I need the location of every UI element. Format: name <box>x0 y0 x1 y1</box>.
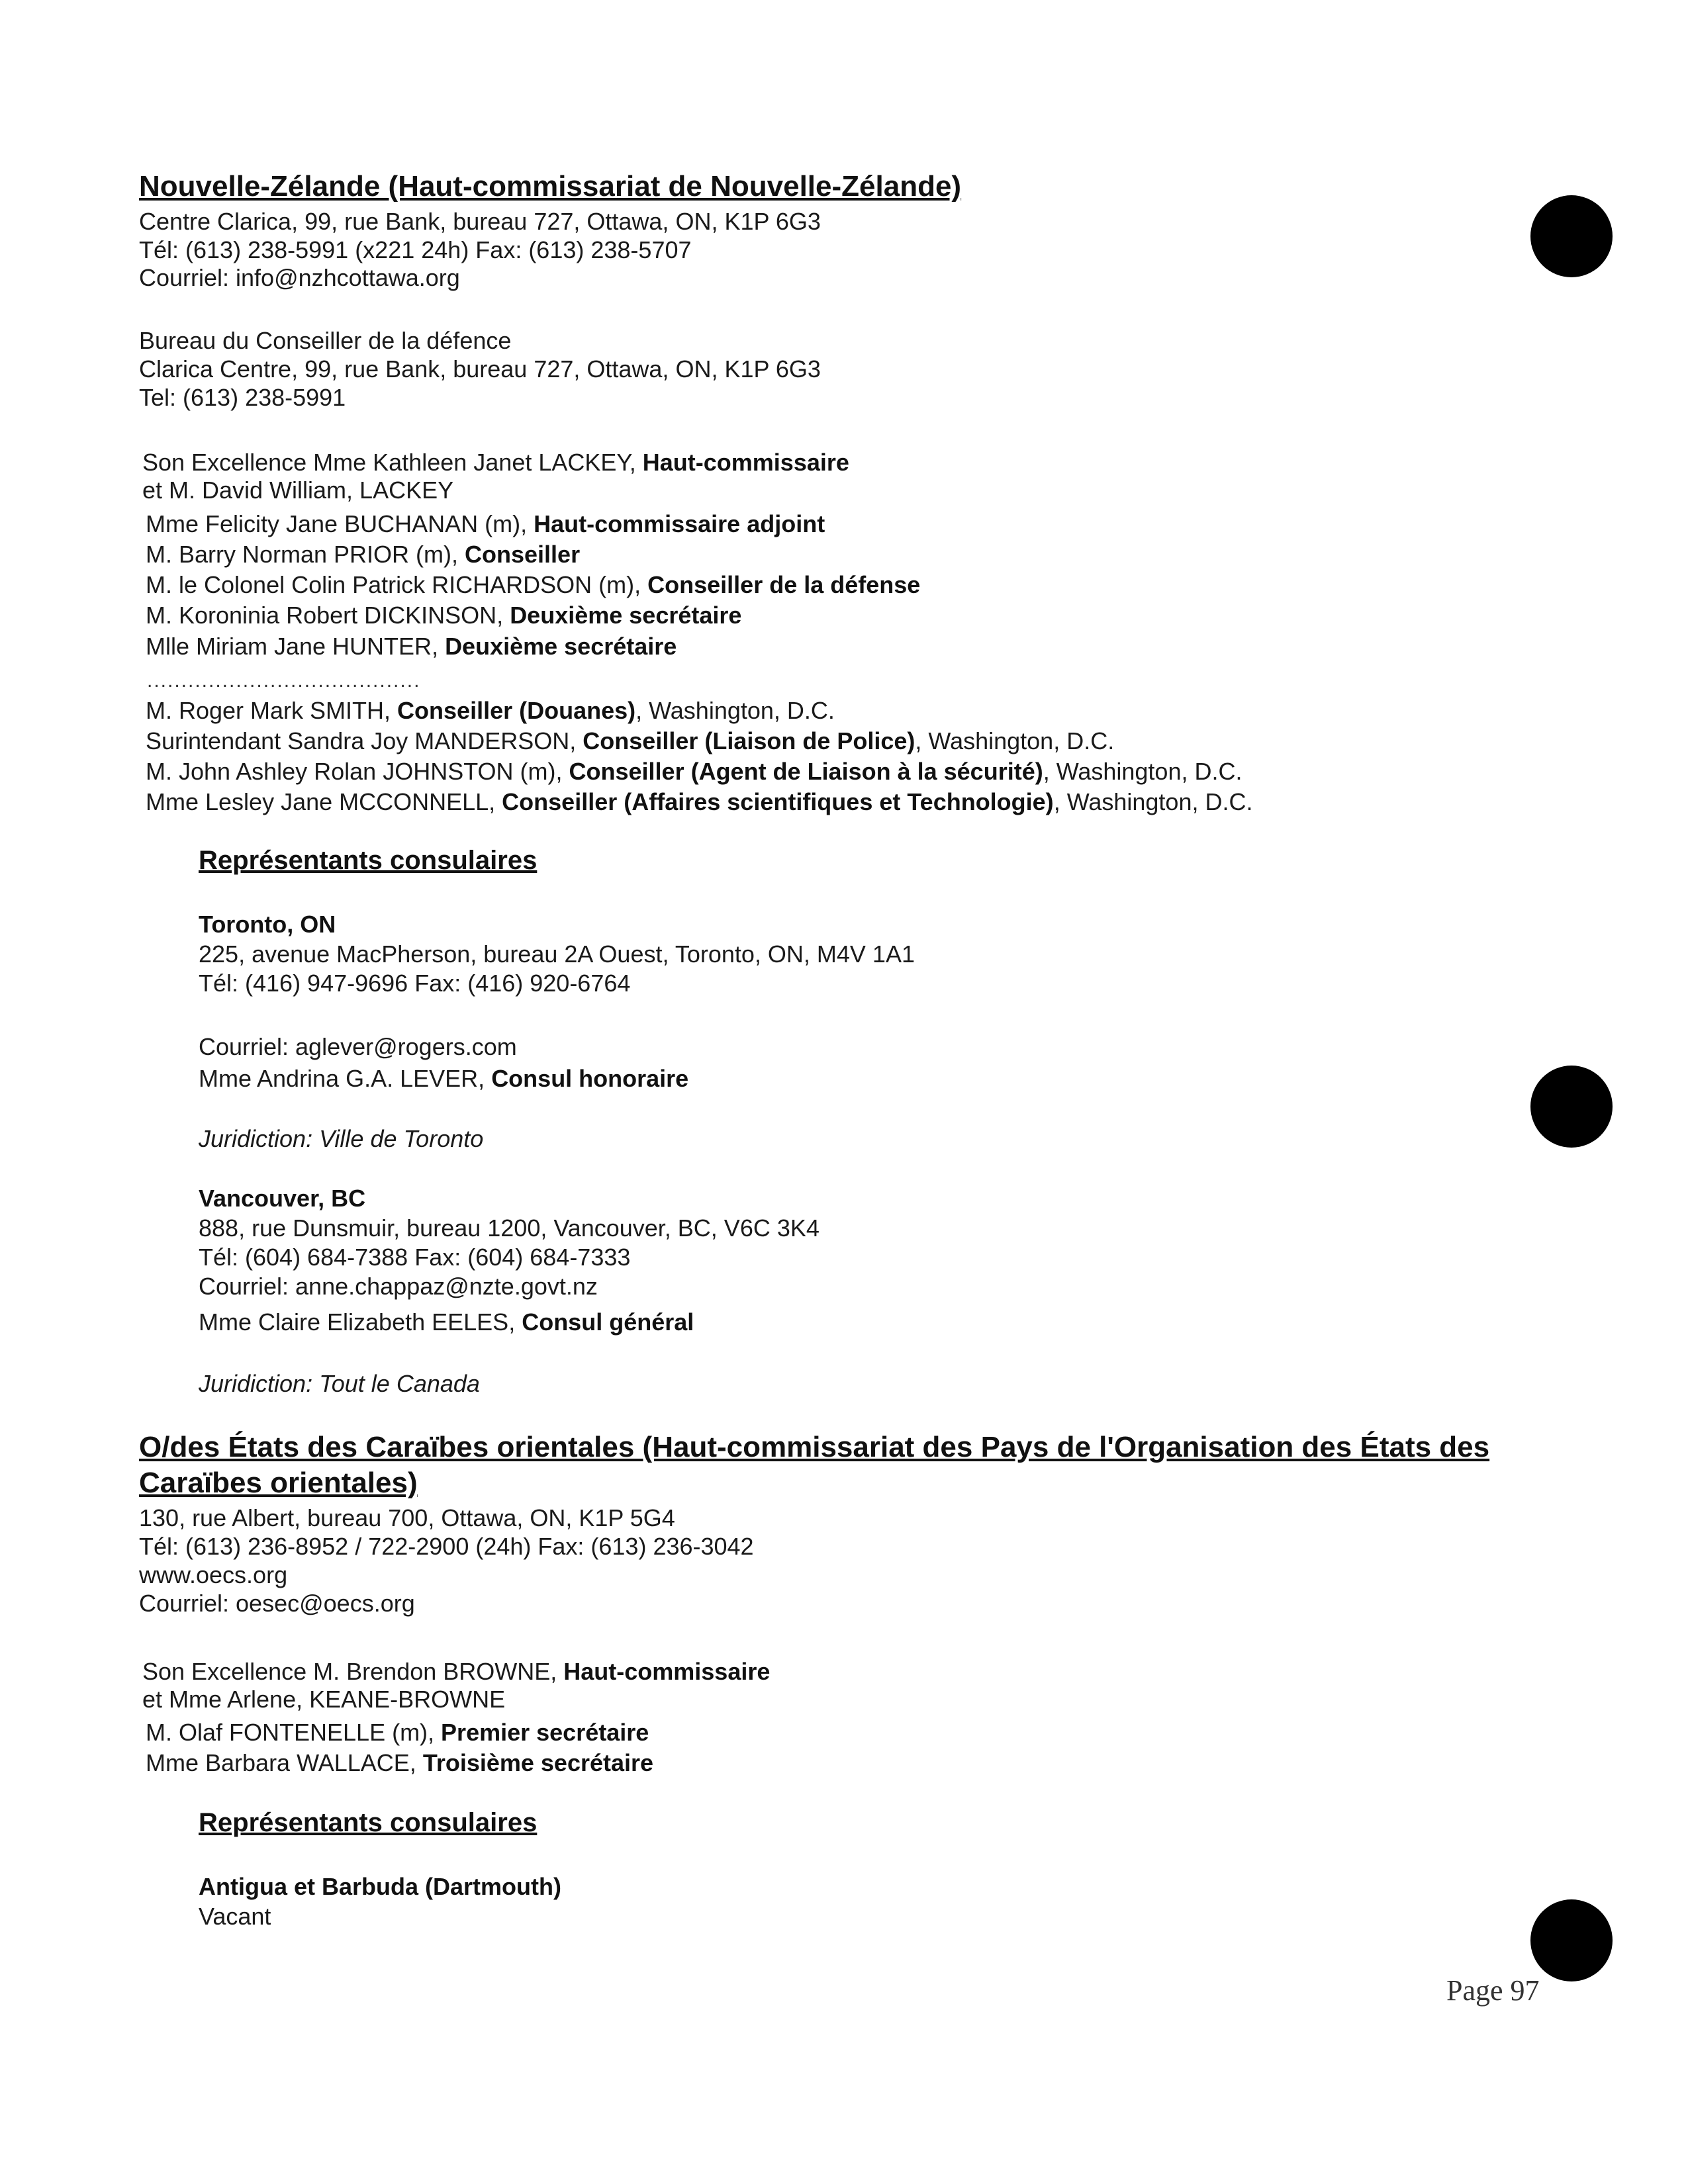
staff-entry: et M. David William, LACKEY <box>142 477 454 504</box>
consulate-jurisdiction: Juridiction: Ville de Toronto <box>199 1125 484 1152</box>
staff-entry: Mme Barbara WALLACE, Troisième secrétaire <box>146 1749 654 1776</box>
staff-entry: M. Barry Norman PRIOR (m), Conseiller <box>146 541 581 568</box>
staff-entry: Son Excellence M. Brendon BROWNE, Haut-commissaire <box>142 1658 771 1685</box>
oecs-website: www.oecs.org <box>139 1561 288 1588</box>
nz-address: Centre Clarica, 99, rue Bank, bureau 727, Ottawa, ON, K1P 6G3 <box>139 208 821 235</box>
consulate-city: Vancouver, BC <box>199 1185 366 1212</box>
staff-entry: Mme Felicity Jane BUCHANAN (m), Haut-commissaire adjoint <box>146 510 825 537</box>
consular-heading: Représentants consulaires <box>199 1808 538 1837</box>
consulate-city: Antigua et Barbuda (Dartmouth) <box>199 1873 561 1900</box>
staff-entry: M. le Colonel Colin Patrick RICHARDSON (m), Conseiller de la défense <box>146 571 921 598</box>
consulate-jurisdiction: Juridiction: Tout le Canada <box>199 1370 480 1397</box>
consulate-email: Courriel: anne.chappaz@nzte.govt.nz <box>199 1273 598 1300</box>
staff-entry: Son Excellence Mme Kathleen Janet LACKEY, Haut-commissaire <box>142 449 849 476</box>
nz-defence-phone: Tel: (613) 238-5991 <box>139 384 346 411</box>
consulate-phone: Tél: (416) 947-9696 Fax: (416) 920-6764 <box>199 970 631 997</box>
staff-entry: M. Koroninia Robert DICKINSON, Deuxième secrétaire <box>146 602 742 629</box>
separator-dots: ........................................ <box>147 670 421 692</box>
consulate-address: 225, avenue MacPherson, bureau 2A Ouest, Toronto, ON, M4V 1A1 <box>199 940 915 968</box>
punch-hole <box>1530 1066 1613 1148</box>
oecs-phone-fax: Tél: (613) 236-8952 / 722-2900 (24h) Fax: (613) 236-3042 <box>139 1533 754 1560</box>
nz-phone-fax: Tél: (613) 238-5991 (x221 24h) Fax: (613) 238-5707 <box>139 236 692 263</box>
punch-hole <box>1530 1899 1613 1981</box>
oecs-address: 130, rue Albert, bureau 700, Ottawa, ON, K1P 5G4 <box>139 1504 675 1531</box>
consular-heading: Représentants consulaires <box>199 846 538 875</box>
consulate-phone: Tél: (604) 684-7388 Fax: (604) 684-7333 <box>199 1244 631 1271</box>
section-title-new-zealand: Nouvelle-Zélande (Haut-commissariat de Nouvelle-Zélande) <box>139 170 962 203</box>
punch-hole <box>1530 195 1613 277</box>
page-number: Page 97 <box>1446 1974 1540 2007</box>
washington-staff-entry: M. Roger Mark SMITH, Conseiller (Douanes), Washington, D.C. <box>146 697 835 724</box>
consulate-city: Toronto, ON <box>199 911 336 938</box>
washington-staff-entry: Surintendant Sandra Joy MANDERSON, Conseiller (Liaison de Police), Washington, D.C. <box>146 727 1115 754</box>
staff-entry: M. Olaf FONTENELLE (m), Premier secrétaire <box>146 1719 649 1746</box>
nz-defence-address: Clarica Centre, 99, rue Bank, bureau 727, Ottawa, ON, K1P 6G3 <box>139 355 821 383</box>
consulate-address: 888, rue Dunsmuir, bureau 1200, Vancouver, BC, V6C 3K4 <box>199 1214 820 1242</box>
consulate-email: Courriel: aglever@rogers.com <box>199 1033 517 1060</box>
oecs-email: Courriel: oesec@oecs.org <box>139 1590 415 1617</box>
consulate-person: Mme Claire Elizabeth EELES, Consul général <box>199 1308 694 1336</box>
section-title-oecs: O/des États des Caraïbes orientales (Haut-commissariat des Pays de l'Organisation des États des Caraïbes orientales) <box>139 1431 1490 1499</box>
staff-entry: Mlle Miriam Jane HUNTER, Deuxième secrétaire <box>146 633 677 660</box>
nz-email: Courriel: info@nzhcottawa.org <box>139 264 460 291</box>
staff-entry: et Mme Arlene, KEANE-BROWNE <box>142 1686 506 1713</box>
nz-defence-office: Bureau du Conseiller de la défence <box>139 327 512 354</box>
consulate-person: Mme Andrina G.A. LEVER, Consul honoraire <box>199 1065 689 1092</box>
consulate-status: Vacant <box>199 1903 271 1930</box>
washington-staff-entry: M. John Ashley Rolan JOHNSTON (m), Conseiller (Agent de Liaison à la sécurité), Washington, D.C. <box>146 758 1243 785</box>
washington-staff-entry: Mme Lesley Jane MCCONNELL, Conseiller (Affaires scientifiques et Technologie), Washington, D.C. <box>146 788 1253 815</box>
